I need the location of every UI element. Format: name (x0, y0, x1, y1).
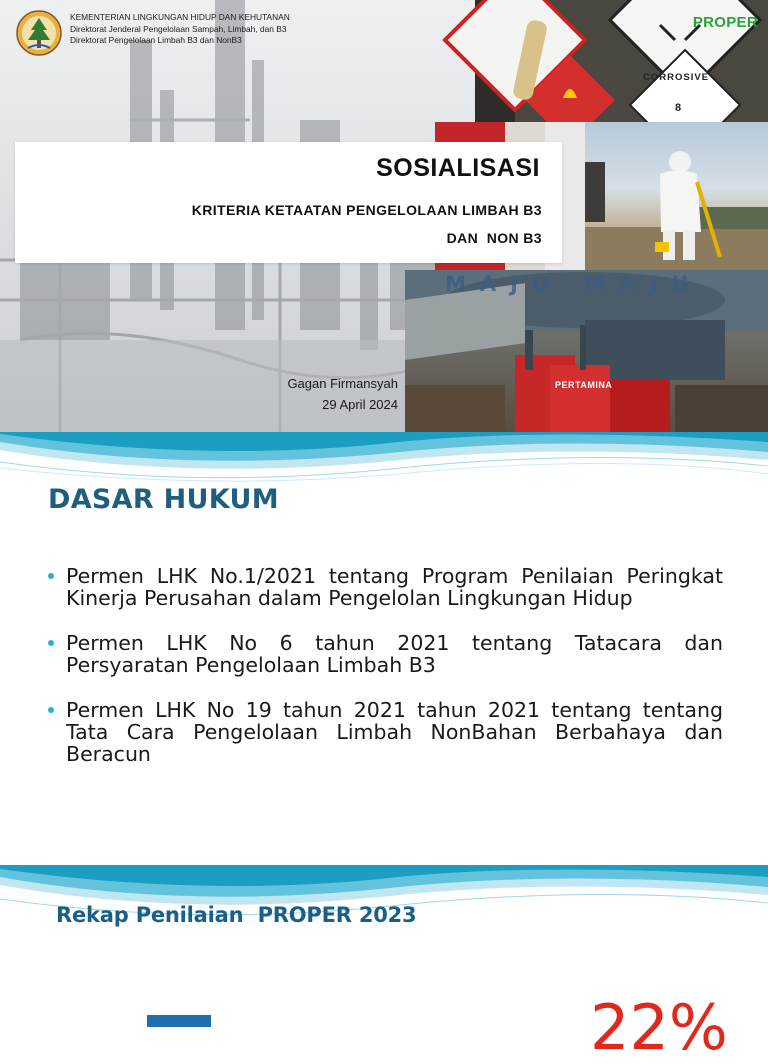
barrel-label: PERTAMINA (555, 380, 613, 390)
list-item (48, 699, 723, 765)
stat-badge (147, 1015, 211, 1027)
regulation-text: Permen LHK No 19 tahun 2021 tahun 2021 tentang tentang Tata Cara Pengelolaan Limbah NonBahan Berbahaya dan Beracun (66, 698, 723, 766)
title-card (15, 142, 562, 263)
title-slide (0, 0, 768, 432)
presenter-name: Gagan Firmansyah (287, 376, 398, 391)
ministry-name: KEMENTERIAN LINGKUNGAN HIDUP DAN KEHUTANAN (70, 12, 290, 22)
slide-title: SOSIALISASI (376, 154, 540, 182)
directorate-general: Direktorat Jenderal Pengelolaan Sampah, Limbah, dan B3 (70, 23, 287, 34)
section-title: Rekap Penilaian PROPER 2023 (56, 903, 417, 927)
percentage-value: 22% (590, 991, 728, 1064)
slide-subtitle-line2: DAN NON B3 (446, 230, 542, 246)
regulation-list (48, 565, 723, 788)
maju-banner-text: MAJU MAJU (445, 272, 703, 296)
bullet-icon (48, 573, 54, 579)
proper-logo: PROPER (692, 14, 758, 31)
list-item (48, 632, 723, 676)
hazard-signs-photo (475, 0, 768, 122)
legal-basis-slide (0, 432, 768, 865)
list-item (48, 565, 723, 609)
bullet-icon (48, 640, 54, 646)
regulation-text: Permen LHK No.1/2021 tentang Program Penilaian Peringkat Kinerja Perusahan dalam Pengelolan Lingkungan Hidup (66, 564, 723, 610)
hazard-class-number: 8 (675, 102, 683, 114)
header-wave-decoration (0, 432, 768, 492)
presentation-date: 29 April 2024 (322, 397, 398, 412)
ministry-header (70, 12, 290, 47)
regulation-text: Permen LHK No 6 tahun 2021 tentang Tatacara dan Persyaratan Pengelolaan Limbah B3 (66, 631, 723, 677)
ministry-logo (16, 10, 62, 56)
corrosive-label: CORROSIVE (643, 72, 710, 83)
slide-subtitle-line1: KRITERIA KETAATAN PENGELOLAAN LIMBAH B3 (191, 202, 542, 218)
proper-recap-slide (0, 865, 768, 1064)
bullet-icon (48, 707, 54, 713)
section-title: DASAR HUKUM (48, 484, 279, 515)
directorate: Direktorat Pengelolaan Limbah B3 dan NonB3 (70, 35, 242, 45)
